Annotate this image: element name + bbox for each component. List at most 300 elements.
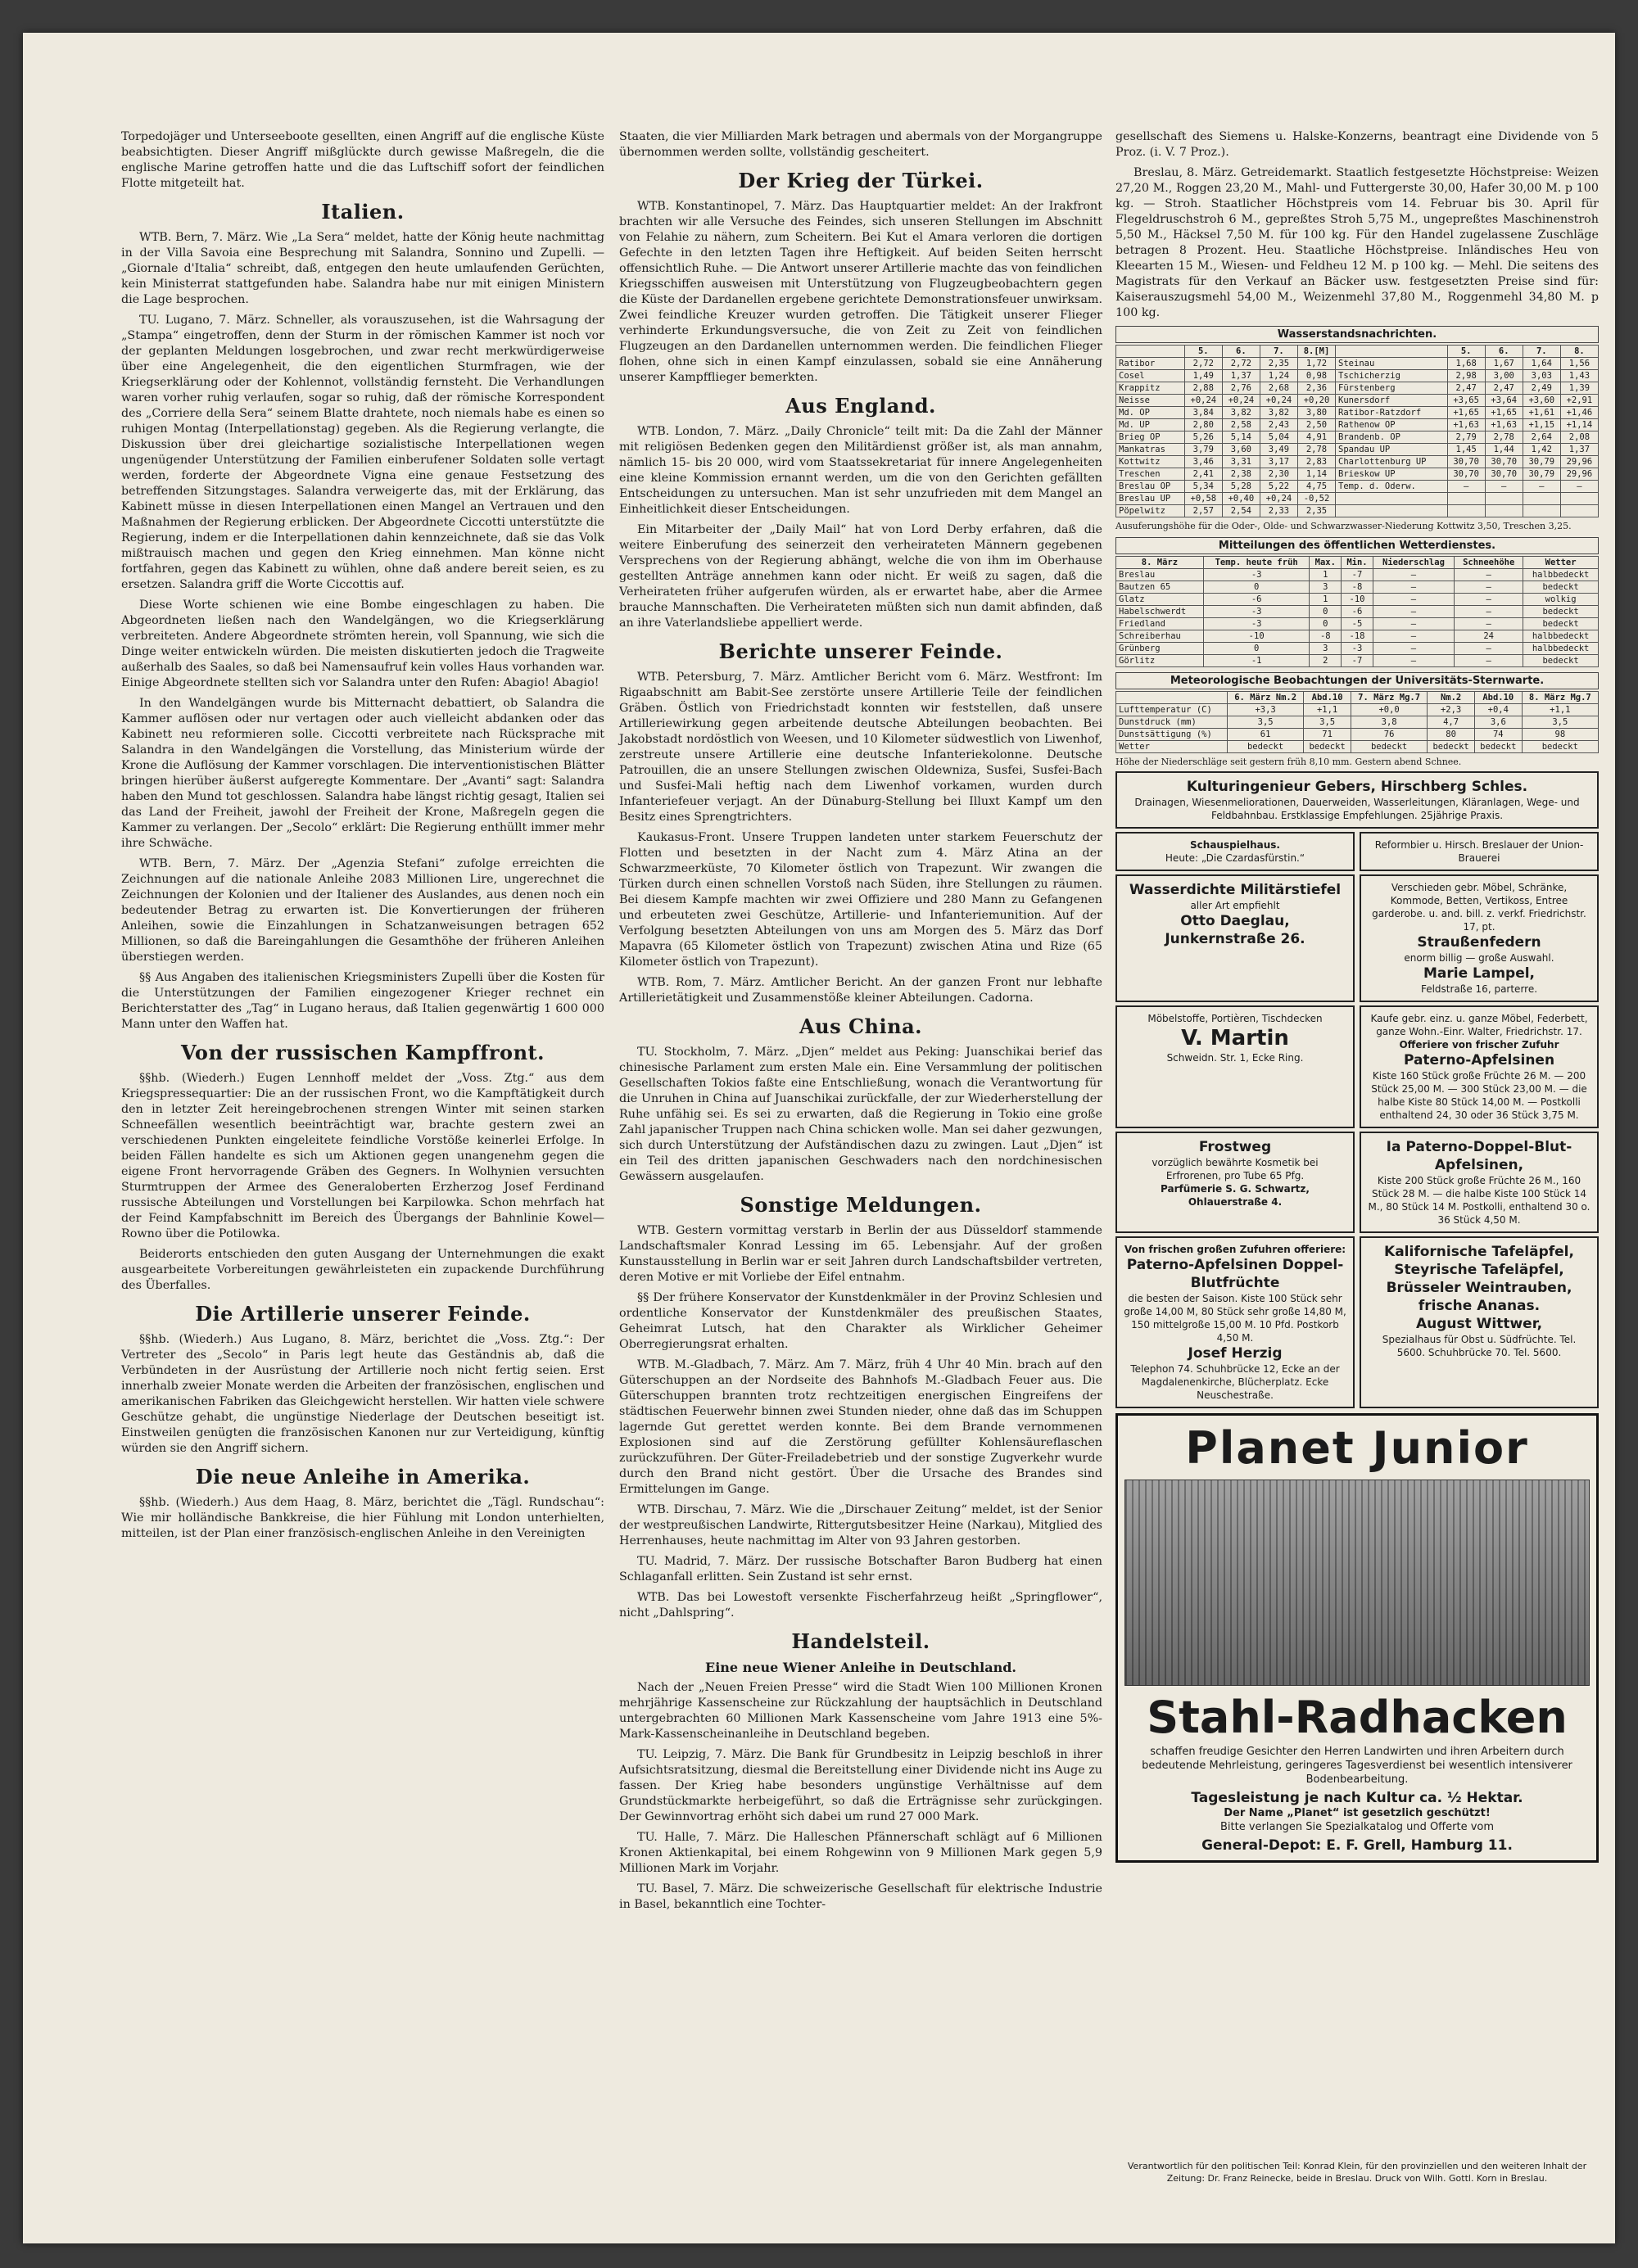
ad-wittwer-text: Spezialhaus für Obst u. Südfrüchte. Tel. 5600. Schuhbrücke 70. Tel. 5600. bbox=[1382, 1334, 1577, 1358]
wasser-cell: 2,78 bbox=[1485, 431, 1523, 444]
wasser-cell: 3,31 bbox=[1222, 456, 1260, 468]
ad-paterno bbox=[1360, 1005, 1599, 1128]
wasser-col-header: 8.[M] bbox=[1297, 346, 1335, 358]
ad-wittwer-name: August Wittwer, bbox=[1415, 1316, 1543, 1332]
wetter-cell: -10 bbox=[1203, 630, 1310, 643]
wasser-cell bbox=[1560, 493, 1598, 505]
wasser-cell: 2,33 bbox=[1260, 505, 1297, 517]
planet-leistung: Tagesleistung je nach Kultur ca. ½ Hektar. bbox=[1191, 1790, 1523, 1806]
wasser-cell: 2,83 bbox=[1297, 456, 1335, 468]
meteo-row bbox=[1116, 729, 1599, 741]
ad-paterno-text: Kiste 160 Stück große Früchte 26 M. — 200 Stück 25,00 M. — 300 Stück 23,00 M. — die halbe Kiste 80 Stück 14,00 M. — Postkolli enthaltend 24, 30 oder 36 Stück 3,75 M. bbox=[1371, 1070, 1587, 1121]
wasser-cell: 3,79 bbox=[1184, 444, 1222, 456]
wetter-col-header: Max. bbox=[1310, 557, 1342, 569]
wasser-cell: +1,14 bbox=[1560, 419, 1598, 431]
wetter-cell: bedeckt bbox=[1523, 618, 1599, 630]
newspaper-page bbox=[23, 33, 1615, 2243]
wasser-cell: 2,98 bbox=[1447, 370, 1485, 382]
wetter-cell: -3 bbox=[1342, 643, 1373, 655]
wasser-cell: Kottwitz bbox=[1116, 456, 1185, 468]
ad-martin-name: V. Martin bbox=[1181, 1026, 1289, 1050]
russ-p2: Beiderorts entschieden den guten Ausgang der Unternehmungen die exakt ausgearbeitete Vorbereitungen gewährleisteten ein zupackende Durchführung des Überfalles. bbox=[121, 1248, 604, 1292]
meteo-row bbox=[1116, 716, 1599, 729]
handel-p2: TU. Leipzig, 7. März. Die Bank für Grundbesitz in Leipzig beschloß in ihrer Aufsichtsratsitzung, diesmal die Bereitstellung einer Dividende nicht ins Auge zu fassen. Der Krieg habe besonders ungünstige Verhältnisse auf dem Grundstückmarkte herbeigeführt, so daß die Erträgnisse sehr zurückgingen. Der Gewinnvortrag erhöht sich dabei um rund 27 000 Mark. bbox=[619, 1748, 1102, 1823]
wasser-cell: 2,57 bbox=[1184, 505, 1222, 517]
wetter-cell: — bbox=[1373, 655, 1454, 667]
wasser-cell: Mankatras bbox=[1116, 444, 1185, 456]
wasser-cell bbox=[1447, 493, 1485, 505]
ad-herzig-text: die besten der Saison. Kiste 100 Stück sehr große 14,00 M, 80 Stück sehr große 14,80 M, 150 mittelgroße 15,00 M. 10 Pfd. Postkorb 4,50 M. bbox=[1124, 1293, 1346, 1344]
meteo-cell: bedeckt bbox=[1304, 741, 1351, 753]
wasser-cell: 3,82 bbox=[1222, 407, 1260, 419]
wasser-col-header: 6. bbox=[1485, 346, 1523, 358]
meteo-cell: 3,5 bbox=[1304, 716, 1351, 729]
wetter-cell: 0 bbox=[1310, 618, 1342, 630]
wetter-cell: 24 bbox=[1455, 630, 1523, 643]
heading-anleihe-amerika: Die neue Anleihe in Amerika. bbox=[195, 1465, 531, 1489]
wetter-col-header: Wetter bbox=[1523, 557, 1599, 569]
wetter-cell: -6 bbox=[1342, 606, 1373, 618]
wetter-cell: 1 bbox=[1310, 594, 1342, 606]
wasser-row bbox=[1116, 395, 1599, 407]
wasser-cell: Spandau UP bbox=[1336, 444, 1448, 456]
meteo-row bbox=[1116, 704, 1599, 716]
ad-gebers-title: Kulturingenieur Gebers, Hirschberg Schles. bbox=[1186, 779, 1528, 795]
wetter-cell: 0 bbox=[1203, 581, 1310, 594]
ad-verschieden bbox=[1360, 874, 1599, 1002]
wasser-cell: +1,61 bbox=[1523, 407, 1560, 419]
planet-illustration bbox=[1124, 1480, 1590, 1686]
meteo-cell: 3,8 bbox=[1351, 716, 1427, 729]
meteo-col-header: 7. März Mg.7 bbox=[1351, 692, 1427, 704]
sonstige-p3: WTB. M.-Gladbach, 7. März. Am 7. März, früh 4 Uhr 40 Min. brach auf den Güterschuppen an der Nordseite des Bahnhofs M.-Gladbach Feuer aus. Die Güterschuppen brannten trotz rechtzeitigen energischen Eingreifens der städtischen Feuerwehr binnen zwei Stunden nieder, ohne daß das im Schuppen lagernde Gut gerettet werden konnte. Bei dem Brande vernommenen Explosionen sind auf die Zerstörung gefüllter Kohlensäureflaschen zurückzuführen. Der Güter-Freiladebetrieb und der sonstige Zugverkehr wurde durch den Brand nicht gestört. Über die Ursache des Brandes sind Ermittelungen im Gange. bbox=[619, 1358, 1102, 1496]
wetter-cell: — bbox=[1455, 569, 1523, 581]
wasser-cell: Breslau UP bbox=[1116, 493, 1185, 505]
wasser-cell: 29,96 bbox=[1560, 456, 1598, 468]
wasser-cell bbox=[1523, 505, 1560, 517]
wasser-cell: +1,15 bbox=[1523, 419, 1560, 431]
anleihe-p1: §§hb. (Wiederh.) Aus dem Haag, 8. März, berichtet die „Tägl. Rundschau“: Wie mir holländische Bankkreise, die hier Fühlung mit London unterhielten, mitteilen, ist der Plan einer französisch-englischen Anleihe in den Vereinigten bbox=[121, 1496, 604, 1540]
wasser-cell: -0,52 bbox=[1297, 493, 1335, 505]
ad-herzig-addr: Telephon 74. Schuhbrücke 12, Ecke an der Magdalenenkirche, Blücherplatz. Ecke Neuschestraße. bbox=[1130, 1363, 1340, 1401]
wasser-cell: +2,91 bbox=[1560, 395, 1598, 407]
wetter-cell: -18 bbox=[1342, 630, 1373, 643]
meteo-cell: +0,4 bbox=[1474, 704, 1522, 716]
italien-p2: TU. Lugano, 7. März. Schneller, als vorauszusehen, ist die Wahrsagung der „Stampa“ eingetroffen, denn der Sturm in der römischen Kammer ist noch vor der geplanten Meldungen losgebrochen, und zwar recht merkwürdigerweise über eine Angelegenheit, die den eigentlichen Sturmfragen, wie der Kriegserklärung oder der Kohlennot, vollständig fernsteht. Die Verhandlungen waren vorher ruhig verlaufen, sogar so ruhig, daß der römische Korrespondent des „Corriere della Sera“ seinem Blatte drahtete, noch niemals habe es einen so ruhigen Montag (Interpellationstag) gegeben. Als die Regierung verlangte, die Diskussion über drei gleichartige sozialistische Interpellationen wegen ungenügender Unterstützung der Familien einberufener Soldaten solle vertagt werden, forderte der Abgeordnete Vigna eine genaue Festsetzung des betreffenden Sitzungstages. Salandra verweigerte das, mit der Erklärung, das Kabinett müsse in diesen Interpellationen einen Mangel an Vertrauen und den Maßnahmen der Regierung erblicken. Der Abgeordnete Ciccotti unterstützte die Regierung, indem er die Interpellationen dahin kennzeichnete, daß sie das Volk mißtrauisch machen und gegen den Krieg einnehmen. Man könne nicht fortfahren, gegen das Kabinett zu wühlen, ohne daß andere bereit seien, es zu ersetzen. Salandra griff die Worte Ciccottis auf. bbox=[121, 314, 604, 591]
wasser-cell: 3,00 bbox=[1485, 370, 1523, 382]
wetter-cell: -3 bbox=[1203, 569, 1310, 581]
wasser-cell: 2,76 bbox=[1222, 382, 1260, 395]
wetter-cell: -8 bbox=[1310, 630, 1342, 643]
ad-blutapfelsinen bbox=[1360, 1132, 1599, 1233]
ad-verschieden-text: Verschieden gebr. Möbel, Schränke, Kommode, Betten, Vertikoss, Entree garderobe. u. and. bill. z. verkf. Friedrichstr. 17, pt. bbox=[1372, 882, 1586, 933]
wetter-cell: -5 bbox=[1342, 618, 1373, 630]
wasser-cell: Ratibor bbox=[1116, 358, 1185, 370]
sonstige-p4: WTB. Dirschau, 7. März. Wie die „Dirschauer Zeitung“ meldet, ist der Senior der westpreußischen Landwirte, Rittergutsbesitzer Heine (Narkau), Mitglied des Herrenhauses, heute nachmittag im Alter von 93 Jahren gestorben. bbox=[619, 1503, 1102, 1547]
wasser-cell: 3,80 bbox=[1297, 407, 1335, 419]
wasser-cell: 1,64 bbox=[1523, 358, 1560, 370]
wasser-col-header: 7. bbox=[1523, 346, 1560, 358]
col2-top-text: Staaten, die vier Milliarden Mark betragen und abermals von der Morgangruppe übernommen werden sollte, vollständig gescheitert. bbox=[619, 130, 1102, 159]
wetter-cell: bedeckt bbox=[1523, 606, 1599, 618]
wasser-cell: 1,56 bbox=[1560, 358, 1598, 370]
wasser-row bbox=[1116, 407, 1599, 419]
ad-row-4 bbox=[1115, 1132, 1599, 1233]
wasser-row bbox=[1116, 358, 1599, 370]
meteo-cell: 61 bbox=[1227, 729, 1303, 741]
england-p2: Ein Mitarbeiter der „Daily Mail“ hat von Lord Derby erfahren, daß die weitere Einberufung des seinerzeit den verheirateten Männern gegebenen Versprechens von der Regierung abhängt, welche die von ihm im Oberhause gestellten Anträge annehmen kann oder nicht. Er weiß zu sagen, daß die Verheirateten früher aufgerufen würden, als er erwartet habe, aber die Armee brauche Mannschaften. Die Verheirateten müßten sich nun damit abfinden, daß an ihre Vaterlandsliebe appelliert werde. bbox=[619, 523, 1102, 630]
meteo-cell: 80 bbox=[1428, 729, 1475, 741]
wasser-cell: +1,65 bbox=[1485, 407, 1523, 419]
wasser-cell: Charlottenburg UP bbox=[1336, 456, 1448, 468]
wetter-row bbox=[1116, 569, 1599, 581]
ad-blut-title: Ia Paterno-Doppel-Blut-Apfelsinen, bbox=[1386, 1139, 1572, 1173]
italien-p4: In den Wandelgängen wurde bis Mitternacht debattiert, ob Salandra die Kammer auflösen oder nur vertagen oder auch vielleicht abdanken oder das Kabinett neu reformieren solle. Ciccotti verbreitete nach Rücksprache mit Salandra in den Wandelgängen die Vorstellung, das Ministerium würde der Krone die Auflösung der Kammer vorschlagen. Die interventionistischen Blätter bringen hierüber äußerst aufgeregte Kommentare. Der „Avanti“ sagt: Salandra haben den Mund tot geschlossen. Salandra habe längst richtig gesagt, Italien sei das Land der Freiheit, jawohl der Freiheit der Krone, Maßregeln gegen die Kammer zu verlangen. Der „Secolo“ erklärt: Die Regierung enthüllt immer mehr ihre Schwäche. bbox=[121, 697, 604, 850]
wasser-col-header bbox=[1116, 346, 1185, 358]
ad-reformbier bbox=[1360, 832, 1599, 871]
wasser-cell: 1,49 bbox=[1184, 370, 1222, 382]
wasser-cell: 2,30 bbox=[1260, 468, 1297, 481]
ad-stiefel-sub: aller Art empfiehlt bbox=[1190, 900, 1280, 911]
meteo-col-header: Abd.10 bbox=[1474, 692, 1522, 704]
meteo-cell: +1,1 bbox=[1522, 704, 1598, 716]
wasser-cell: +3,60 bbox=[1523, 395, 1560, 407]
meteo-col-header: Abd.10 bbox=[1304, 692, 1351, 704]
wetter-cell: — bbox=[1373, 618, 1454, 630]
wetter-cell: -6 bbox=[1203, 594, 1310, 606]
wetter-row bbox=[1116, 594, 1599, 606]
ad-kaufe: Kaufe gebr. einz. u. ganze Möbel, Federbett, ganze Wohn.-Einr. Walter, Friedrichstr. 17. bbox=[1370, 1013, 1588, 1037]
wasser-cell: 4,91 bbox=[1297, 431, 1335, 444]
wasser-cell: 3,84 bbox=[1184, 407, 1222, 419]
ad-blut-text: Kiste 200 Stück große Früchte 26 M., 160 Stück 28 M. — die halbe Kiste 100 Stück 14 M., 80 Stück 14 M. Postkolli, enthaltend 30 o. 36 Stück 4,50 M. bbox=[1368, 1175, 1590, 1226]
wasser-cell: 5,26 bbox=[1184, 431, 1222, 444]
wasser-cell: +0,40 bbox=[1222, 493, 1260, 505]
wasser-cell: 2,72 bbox=[1184, 358, 1222, 370]
wetter-col-header: Temp. heute früh bbox=[1203, 557, 1310, 569]
heading-sonstige: Sonstige Meldungen. bbox=[740, 1193, 982, 1217]
wasser-cell: Md. UP bbox=[1116, 419, 1185, 431]
wasser-cell: 30,79 bbox=[1523, 468, 1560, 481]
wasser-cell: +1,46 bbox=[1560, 407, 1598, 419]
ad-row-3 bbox=[1115, 1005, 1599, 1128]
italien-p5: WTB. Bern, 7. März. Der „Agenzia Stefani“ zufolge erreichten die Zeichnungen auf die nationale Anleihe 2083 Millionen Lire, ungerechnet die Zeichnungen der Kolonien und der Italiener des Auslandes, aus denen noch ein bedeutender Betrag zu erwarten ist. Die Konvertierungen der früheren Anleihen, sowie die Einzahlungen in Schatzanweisungen betragen 652 Millionen, so daß die Bareingahlungen die Gesamthöhe der früheren Anleihen überstiegen werden. bbox=[121, 857, 604, 964]
wetter-cell: bedeckt bbox=[1523, 581, 1599, 594]
wasser-cell: 1,39 bbox=[1560, 382, 1598, 395]
wasser-cell: 30,70 bbox=[1447, 456, 1485, 468]
wasser-cell: 5,28 bbox=[1222, 481, 1260, 493]
wetter-row bbox=[1116, 606, 1599, 618]
wetter-cell: Schreiberhau bbox=[1116, 630, 1204, 643]
wasser-cell: 1,45 bbox=[1447, 444, 1485, 456]
meteo-cell: 71 bbox=[1304, 729, 1351, 741]
handel-p3: TU. Halle, 7. März. Die Halleschen Pfännerschaft schlägt auf 6 Millionen Kronen Aktienkapital, bei einem Rohgewinn von 9 Millionen Mark gegen 5,9 Millionen Mark im Vorjahr. bbox=[619, 1831, 1102, 1875]
handel-p1: Nach der „Neuen Freien Presse“ wird die Stadt Wien 100 Millionen Kronen mehrjährige Kassenscheine zur Rückzahlung der hauptsächlich in Deutschland untergebrachten 60 Millionen Mark Kassenscheine vom Jahre 1913 eine 5%-Mark-Kassenscheinanleihe in Deutschland begeben. bbox=[619, 1681, 1102, 1741]
meteo-cell: +2,3 bbox=[1428, 704, 1475, 716]
wetter-col-header: Niederschlag bbox=[1373, 557, 1454, 569]
wetter-cell: -3 bbox=[1203, 606, 1310, 618]
meteo-cell: +1,1 bbox=[1304, 704, 1351, 716]
wasser-cell: 30,70 bbox=[1485, 456, 1523, 468]
wetter-heading: Mitteilungen des öffentlichen Wetterdienstes. bbox=[1115, 537, 1599, 554]
ad-row-5 bbox=[1115, 1236, 1599, 1408]
italien-p3: Diese Worte schienen wie eine Bombe eingeschlagen zu haben. Die Abgeordneten ließen nach den Wandelgängen, wo die Kriegserklärung verbreiteten. Andere Abgeordnete strömten herein, voll Spannung, wie sich die Dinge weiter entwickeln würden. Die meisten diskutierten jedoch die Tragweite außerhalb des Saales, so daß bei Namensaufruf kein volles Haus vorhanden war. Einige Abgeordnete stellten sich vor Salandra unter den Rufen: Abagio! Abagio! bbox=[121, 599, 604, 689]
italien-p1: WTB. Bern, 7. März. Wie „La Sera“ meldet, hatte der König heute nachmittag in der Villa Savoia eine Besprechung mit Salandra, Sonnino und Zupelli. — „Giornale d'Italia“ schreibt, daß, entgegen den heute umlaufenden Gerüchten, kein Ministerrat stattgefunden habe. Salandra habe nur mit einigen Ministern die Lage besprochen. bbox=[121, 231, 604, 306]
ad-frostweg-title: Frostweg bbox=[1198, 1139, 1272, 1155]
ad-stiefel-name: Otto Daeglau, Junkernstraße 26. bbox=[1165, 913, 1305, 947]
wetter-cell: Görlitz bbox=[1116, 655, 1204, 667]
meteo-cell: Lufttemperatur (C) bbox=[1116, 704, 1228, 716]
wasser-col-header: 7. bbox=[1260, 346, 1297, 358]
wetter-cell: -10 bbox=[1342, 594, 1373, 606]
wasser-cell: 2,80 bbox=[1184, 419, 1222, 431]
wasser-cell: 2,78 bbox=[1297, 444, 1335, 456]
ad-militaerstiefel bbox=[1115, 874, 1355, 1002]
wasser-cell: Rathenow OP bbox=[1336, 419, 1448, 431]
berichte-p2: Kaukasus-Front. Unsere Truppen landeten unter starkem Feuerschutz der Flotten und besetzten in der Nacht zum 4. März Atina an der Schwarzmeerküste, 70 Kilometer östlich von Trapezunt. Wir zwangen die Türken durch einen schnellen Vorstoß nach Süden, ihre Stellungen zu räumen. Bei diesem Kampfe machten wir zwei Offiziere und 280 Mann zu Gefangenen und erbeuteten zwei Geschütze, Artillerie- und Infanteriemunition. Auf der Verfolgung besetzten Abteilungen von uns am Morgen des 5. März das Dorf Mapavra (65 Kilometer östlich von Trapezunt) zwischen Atina und Rize (65 Kilometer östlich von Trapezunt). bbox=[619, 831, 1102, 969]
wetter-cell: — bbox=[1373, 606, 1454, 618]
planet-subtitle: Stahl-Radhacken bbox=[1147, 1692, 1568, 1743]
wetter-cell: 2 bbox=[1310, 655, 1342, 667]
heading-artillerie: Die Artillerie unserer Feinde. bbox=[195, 1302, 531, 1326]
wasser-cell: 2,88 bbox=[1184, 382, 1222, 395]
wasser-cell: Md. OP bbox=[1116, 407, 1185, 419]
meteo-note: Höhe der Niederschläge seit gestern früh 8,10 mm. Gestern abend Schnee. bbox=[1115, 757, 1462, 767]
wasser-cell: 1,37 bbox=[1560, 444, 1598, 456]
wasser-cell: Pöpelwitz bbox=[1116, 505, 1185, 517]
wasser-cell bbox=[1336, 493, 1448, 505]
wasser-cell: 1,14 bbox=[1297, 468, 1335, 481]
meteo-cell: bedeckt bbox=[1351, 741, 1427, 753]
wasser-cell: Kunersdorf bbox=[1336, 395, 1448, 407]
wasser-cell: 5,14 bbox=[1222, 431, 1260, 444]
wasser-cell: +3,64 bbox=[1485, 395, 1523, 407]
wasser-cell: +1,63 bbox=[1485, 419, 1523, 431]
wasser-cell: Brandenb. OP bbox=[1336, 431, 1448, 444]
wasser-cell: 1,67 bbox=[1485, 358, 1523, 370]
russ-p1: §§hb. (Wiederh.) Eugen Lennhoff meldet der „Voss. Ztg.“ aus dem Kriegspressequartier: Die an der russischen Front, wo die Kampftätigkeit durch den in letzter Zeit hereingebrochenen strengen Winter mit seinen starken Schneefällen wesentlich beeinträchtigt war, brachte gestern zwei an verschiedenen Punkten eingeleitete feindliche Vorstöße keinerlei Erfolge. In beiden Fällen handelte es sich um Aktionen gegen unangenehm gegen die eigene Front hervorragende Gräben des Gegners. In Wolhynien versuchten Sturmtruppen der Armee des Generaloberten Erzherzog Josef Ferdinand russische Abteilungen und Vorstellungen bei Karpilowka. Schon mehrfach hat der Feind Kampfabschnitt im Bereich des Übergangs der Bahnlinie Kowel—Rowno über die Potilowka. bbox=[121, 1072, 604, 1240]
wetter-cell: — bbox=[1373, 630, 1454, 643]
ad-paterno-title: Paterno-Apfelsinen bbox=[1403, 1052, 1555, 1068]
wetter-row bbox=[1116, 643, 1599, 655]
wasser-cell: 1,72 bbox=[1297, 358, 1335, 370]
wasser-cell: 2,43 bbox=[1260, 419, 1297, 431]
wasser-cell: 30,79 bbox=[1523, 456, 1560, 468]
meteo-heading: Meteorologische Beobachtungen der Universitäts-Sternwarte. bbox=[1115, 672, 1599, 689]
meteo-col-header: Nm.2 bbox=[1428, 692, 1475, 704]
wasser-cell bbox=[1336, 505, 1448, 517]
wasser-cell: 2,64 bbox=[1523, 431, 1560, 444]
wasserstand-heading: Wasserstandsnachrichten. bbox=[1115, 326, 1599, 343]
ad-wittwer bbox=[1360, 1236, 1599, 1408]
meteo-cell: 98 bbox=[1522, 729, 1598, 741]
wetter-cell: -7 bbox=[1342, 655, 1373, 667]
wasser-cell: 1,43 bbox=[1560, 370, 1598, 382]
wasser-cell bbox=[1485, 493, 1523, 505]
wetter-cell: — bbox=[1455, 618, 1523, 630]
wasser-cell: 0,98 bbox=[1297, 370, 1335, 382]
wasser-cell: — bbox=[1523, 481, 1560, 493]
wasser-cell: — bbox=[1485, 481, 1523, 493]
wasser-cell: 3,82 bbox=[1260, 407, 1297, 419]
wetter-cell: — bbox=[1455, 594, 1523, 606]
wasser-cell bbox=[1560, 505, 1598, 517]
wasser-cell: 2,36 bbox=[1297, 382, 1335, 395]
ad-schauspiel-title: Schauspielhaus. bbox=[1190, 839, 1280, 851]
meteo-cell: 3,6 bbox=[1474, 716, 1522, 729]
imprint-footer: Verantwortlich für den politischen Teil: Konrad Klein, für den provinziellen und den weiteren Inhalt der Zeitung: Dr. Franz Reinecke, beide in Breslau. Druck von Wilh. Gottl. Korn in Breslau. bbox=[1127, 2161, 1587, 2184]
wetter-cell: bedeckt bbox=[1523, 655, 1599, 667]
meteo-cell: 3,5 bbox=[1522, 716, 1598, 729]
wetter-row bbox=[1116, 655, 1599, 667]
col1-top-text: Torpedojäger und Unterseeboote gesellten, einen Angriff auf die englische Küste beabsichtigten. Dieser Angriff mißglückte durch gewisse Maßregeln, die die englische Marine getroffen hatte und die das Luftschiff sofort der feindlichen Flotte mitgeteilt hat. bbox=[121, 130, 604, 190]
planet-title: Planet Junior bbox=[1185, 1422, 1529, 1474]
ad-herzig-name: Josef Herzig bbox=[1188, 1345, 1283, 1362]
ad-schwartz: Parfümerie S. G. Schwartz, Ohlauerstraße 4. bbox=[1161, 1183, 1310, 1208]
wetter-cell: — bbox=[1373, 569, 1454, 581]
wetter-cell: -1 bbox=[1203, 655, 1310, 667]
ad-schauspiel-text: Heute: „Die Czardasfürstin.“ bbox=[1165, 852, 1305, 864]
wetter-cell: -7 bbox=[1342, 569, 1373, 581]
meteo-row bbox=[1116, 741, 1599, 753]
wasser-cell: Fürstenberg bbox=[1336, 382, 1448, 395]
wasser-cell bbox=[1485, 505, 1523, 517]
wetter-cell: Bautzen 65 bbox=[1116, 581, 1204, 594]
ad-frostweg bbox=[1115, 1132, 1355, 1233]
meteo-cell: +0,0 bbox=[1351, 704, 1427, 716]
wasser-row bbox=[1116, 456, 1599, 468]
sonstige-p1: WTB. Gestern vormittag verstarb in Berlin der aus Düsseldorf stammende Landschaftsmaler Konrad Lessing im 65. Lebensjahr. Auf der großen Kunstausstellung in Berlin war er seit Jahren durch Landschaftsbilder vertreten, deren Motive er mit Vorliebe der Eifel entnahm. bbox=[619, 1224, 1102, 1284]
wetter-cell: — bbox=[1373, 594, 1454, 606]
ad-frostweg-text: vorzüglich bewährte Kosmetik bei Erfrorenen, pro Tube 65 Pfg. bbox=[1152, 1157, 1319, 1181]
ad-herzig-head: Von frischen großen Zufuhren offeriere: bbox=[1124, 1244, 1346, 1255]
wasser-col-header: 5. bbox=[1447, 346, 1485, 358]
wasser-cell: +0,24 bbox=[1222, 395, 1260, 407]
heading-berichte-feinde: Berichte unserer Feinde. bbox=[718, 639, 1003, 663]
heading-england: Aus England. bbox=[785, 394, 936, 418]
meteo-cell: bedeckt bbox=[1522, 741, 1598, 753]
wetter-row bbox=[1116, 618, 1599, 630]
wasser-cell: 4,75 bbox=[1297, 481, 1335, 493]
planet-katalog: Bitte verlangen Sie Spezialkatalog und Offerte vom bbox=[1219, 1821, 1495, 1833]
wasser-cell: 2,38 bbox=[1222, 468, 1260, 481]
wasser-cell: 1,42 bbox=[1523, 444, 1560, 456]
planet-name-note: Der Name „Planet“ ist gesetzlich geschützt! bbox=[1224, 1807, 1491, 1819]
wetter-cell: Habelschwerdt bbox=[1116, 606, 1204, 618]
ad-strauss-title: Straußenfedern bbox=[1417, 934, 1541, 951]
berichte-p1: WTB. Petersburg, 7. März. Amtlicher Bericht vom 6. März. Westfront: Im Rigaabschnitt am Babit-See zerstörte unsere Artillerie Teile der feindlichen Gräben. Östlich von Friedrichstadt konnten wir feststellen, daß unsere Artilleriewirkung gegen arbeitende deutsche Abteilungen beobachten. Bei Jakobstadt nordöstlich von Weesen, und 10 Kilometer südwestlich von Liwenhof, zerstreute unsere Artillerie eine deutsche Infanteriekolonne. Deutsche Patrouillen, die an unsere Stellungen zwischen Oldewniza, Susfei, Susfei-Bach und Susfei-Mali heftig nach dem Liwenhof vorkamen, wurden durch Infanteriefeuer verjagt. An der Dünaburg-Stellung bei Illuxt Kampf um den Besitz eines Sprengtrichters. bbox=[619, 671, 1102, 824]
wetter-cell: — bbox=[1455, 655, 1523, 667]
wasser-row bbox=[1116, 370, 1599, 382]
wasser-cell: Tschicherzig bbox=[1336, 370, 1448, 382]
wetter-cell: Breslau bbox=[1116, 569, 1204, 581]
handel-subheading: Eine neue Wiener Anleihe in Deutschland. bbox=[705, 1660, 1016, 1675]
wetter-cell: — bbox=[1373, 581, 1454, 594]
meteo-cell: bedeckt bbox=[1474, 741, 1522, 753]
wetter-col-header: Min. bbox=[1342, 557, 1373, 569]
ad-planet-junior bbox=[1115, 1413, 1599, 1863]
wasser-cell: 2,58 bbox=[1222, 419, 1260, 431]
wasser-cell: 1,24 bbox=[1260, 370, 1297, 382]
wasser-cell: 2,50 bbox=[1297, 419, 1335, 431]
wetter-cell: halbbedeckt bbox=[1523, 569, 1599, 581]
heading-russische-front: Von der russischen Kampffront. bbox=[181, 1041, 545, 1064]
sonstige-p6: WTB. Das bei Lowestoft versenkte Fischerfahrzeug heißt „Springflower“, nicht „Dahlspring“. bbox=[619, 1591, 1102, 1620]
wasser-cell: 30,70 bbox=[1485, 468, 1523, 481]
wasser-cell: 2,41 bbox=[1184, 468, 1222, 481]
wetter-cell: Grünberg bbox=[1116, 643, 1204, 655]
wasser-cell: +0,24 bbox=[1260, 493, 1297, 505]
wasser-cell: 3,17 bbox=[1260, 456, 1297, 468]
wasser-col-header: 8. bbox=[1560, 346, 1598, 358]
heading-china: Aus China. bbox=[799, 1014, 922, 1038]
wasserstand-table bbox=[1115, 345, 1599, 517]
meteo-cell: Dunstsättigung (%) bbox=[1116, 729, 1228, 741]
wasser-cell: 1,68 bbox=[1447, 358, 1485, 370]
heading-handelsteil: Handelsteil. bbox=[791, 1629, 930, 1653]
wasser-cell: 2,72 bbox=[1222, 358, 1260, 370]
heading-tuerkei: Der Krieg der Türkei. bbox=[738, 169, 984, 192]
wasserstand-note: Ausuferungshöhe für die Oder-, Olde- und Schwarzwasser-Niederung Kottwitz 3,50, Treschen 3,25. bbox=[1115, 521, 1572, 531]
breslau-market: Breslau, 8. März. Getreidemarkt. Staatlich festgesetzte Höchstpreise: Weizen 27,20 M., Roggen 23,20 M., Mahl- und Futtergerste 30,00, Hafer 30,00 M. p 100 kg. — Stroh. Staatlicher Höchstpreis vom 14. Februar bis 30. April für Flegeldruschstroh 6 M., gepreßtes Stroh 5,75 M., ungepreßtes Maschinenstroh 5,50 M., Häcksel 7,50 M. für 100 kg. Für den Handel zugelassene Zuschläge betragen 8 Prozent. Heu. Staatliche Höchstpreise. Inländisches Heu von Kleearten 15 M., Wiesen- und Feldheu 12 M. p 100 kg. — Mehl. Die seitens des Magistrats für den Verkauf an Bäcker usw. festgesetzten Preise sind für: Kaiserauszugsmehl 54,00 M., Weizenmehl 37,80 M., Roggenmehl 34,80 M. p 100 kg. bbox=[1115, 166, 1599, 319]
meteo-cell: bedeckt bbox=[1428, 741, 1475, 753]
ad-herzig-title: Paterno-Apfelsinen Doppel-Blutfrüchte bbox=[1126, 1257, 1344, 1291]
china-p1: TU. Stockholm, 7. März. „Djen“ meldet aus Peking: Juanschikai berief das chinesische Parlament zum ersten Male ein. Eine Versammlung der politischen Gesellschaften Tokios faßte eine Entschließung, wonach die Verantwortung für die Unruhen in China auf Juanschikai zurückfalle, der zur Wiederherstellung der Ruhe unfähig sei. Es sei zu erwarten, daß die Regierung in Tokio eine große Zahl japanischer Truppen nach China schicken wolle. Man sei daher gezwungen, sich durch Unterstützung der Aufständischen dazu zu zwingen. Laut „Djen“ ist ein Teil des dritten japanischen Geschwaders nach den nordchinesischen Gewässern ausgelaufen. bbox=[619, 1046, 1102, 1183]
wasser-cell: Steinau bbox=[1336, 358, 1448, 370]
wasser-cell: 2,08 bbox=[1560, 431, 1598, 444]
wasser-cell: 2,68 bbox=[1260, 382, 1297, 395]
wasser-cell: 3,49 bbox=[1260, 444, 1297, 456]
meteo-col-header bbox=[1116, 692, 1228, 704]
wasser-cell: Treschen bbox=[1116, 468, 1185, 481]
wasser-cell: Krappitz bbox=[1116, 382, 1185, 395]
wasser-cell: 3,46 bbox=[1184, 456, 1222, 468]
wasser-cell: +1,65 bbox=[1447, 407, 1485, 419]
wetter-cell: Friedland bbox=[1116, 618, 1204, 630]
italien-p6: §§ Aus Angaben des italienischen Kriegsministers Zupelli über die Kosten für die Unterstützungen der Familien eingezogener Krieger rechnet ein Berichterstatter des „Tag“ in Lugano heraus, daß Italien gegenwärtig 1 600 000 Mann unter den Waffen hat. bbox=[121, 971, 604, 1031]
meteo-cell: 4,7 bbox=[1428, 716, 1475, 729]
wetter-cell: — bbox=[1455, 643, 1523, 655]
ad-gebers bbox=[1115, 771, 1599, 829]
wasser-row bbox=[1116, 505, 1599, 517]
wasser-cell: 30,70 bbox=[1447, 468, 1485, 481]
wetter-cell: -8 bbox=[1342, 581, 1373, 594]
wasser-row bbox=[1116, 481, 1599, 493]
wetter-cell: wolkig bbox=[1523, 594, 1599, 606]
wasser-row bbox=[1116, 431, 1599, 444]
artillerie-p1: §§hb. (Wiederh.) Aus Lugano, 8. März, berichtet die „Voss. Ztg.“: Der Vertreter des „Secolo“ in Paris legt heute das Geständnis ab, daß die Verbündeten in der Ausrüstung der Artillerie noch nicht fertig seien. Erst innerhalb zweier Monate werden die Arbeiten der französischen, englischen und amerikanischen Fabriken das Gleichgewicht herstellen. Wir hatten viele schwere Geschütze gehabt, die ungünstige Niederlage der Deutschen beseitigt ist. Einstweilen genügten die französischen Kanonen nur zur Verteidigung, künftig würden sie den Angriff sichern. bbox=[121, 1333, 604, 1455]
wasser-cell: +0,24 bbox=[1184, 395, 1222, 407]
planet-text: schaffen freudige Gesichter den Herren Landwirten und ihren Arbeitern durch bedeutende Mehrleistung, geringeres Tagesverdienst bei wesentlich intensiverer Bodenbearbeitung. bbox=[1142, 1746, 1572, 1786]
wasser-cell: 2,79 bbox=[1447, 431, 1485, 444]
wasser-cell: Ratibor-Ratzdorf bbox=[1336, 407, 1448, 419]
berichte-p3: WTB. Rom, 7. März. Amtlicher Bericht. An der ganzen Front nur lebhafte Artillerietätigkeit und Zusammenstöße kleiner Abteilungen. Cadorna. bbox=[619, 976, 1102, 1005]
tuerkei-p1: WTB. Konstantinopel, 7. März. Das Hauptquartier meldet: An der Irakfront brachten wir alle Versuche des Feindes, sich unseren Stellungen im Abschnitt von Felahie zu nähern, zum Scheitern. Bei Kut el Amara verloren die dortigen Gefechte in den letzten Tagen ihre Heftigkeit. Auf beiden Seiten herrscht offensichtlich Ruhe. — Die Antwort unserer Artillerie machte das von feindlichen Kriegsschiffen ausweisen mit Unterstützung von Flugzeugbeobachtern gegen die Küste der Dardanellen ergebene gerichtete Demonstrationsfeuer unwirksam. Zwei feindliche Kreuzer wurden getroffen. Die Tätigkeit unserer Flieger verhinderte Erkundungsversuche, die von Zeit zu Zeit von feindlichen Flugzeugen an den Dardanellen unternommen werden. Die feindlichen Flieger flohen, ohne sich in einen Kampf einzulassen, sobald sie eine Annäherung unserer Kampfflieger bemerkten. bbox=[619, 200, 1102, 384]
wasser-cell: 5,34 bbox=[1184, 481, 1222, 493]
wetter-row bbox=[1116, 581, 1599, 594]
wasser-col-header: 6. bbox=[1222, 346, 1260, 358]
meteo-col-header: 8. März Mg.7 bbox=[1522, 692, 1598, 704]
ad-stiefel-title: Wasserdichte Militärstiefel bbox=[1129, 882, 1342, 898]
wasser-row bbox=[1116, 468, 1599, 481]
sonstige-p5: TU. Madrid, 7. März. Der russische Botschafter Baron Budberg hat einen Schlaganfall erlitten. Sein Zustand ist sehr ernst. bbox=[619, 1555, 1102, 1584]
wasser-cell: 5,04 bbox=[1260, 431, 1297, 444]
meteo-cell: Dunstdruck (mm) bbox=[1116, 716, 1228, 729]
ad-gebers-text: Drainagen, Wiesenmeliorationen, Dauerweiden, Wasserleitungen, Kläranlagen, Wege- und Feldbahnbau. Erstklassige Empfehlungen. 25jährige Praxis. bbox=[1134, 797, 1580, 821]
heading-italien: Italien. bbox=[321, 200, 405, 224]
wetter-table bbox=[1115, 556, 1599, 667]
wasser-cell: +0,20 bbox=[1297, 395, 1335, 407]
